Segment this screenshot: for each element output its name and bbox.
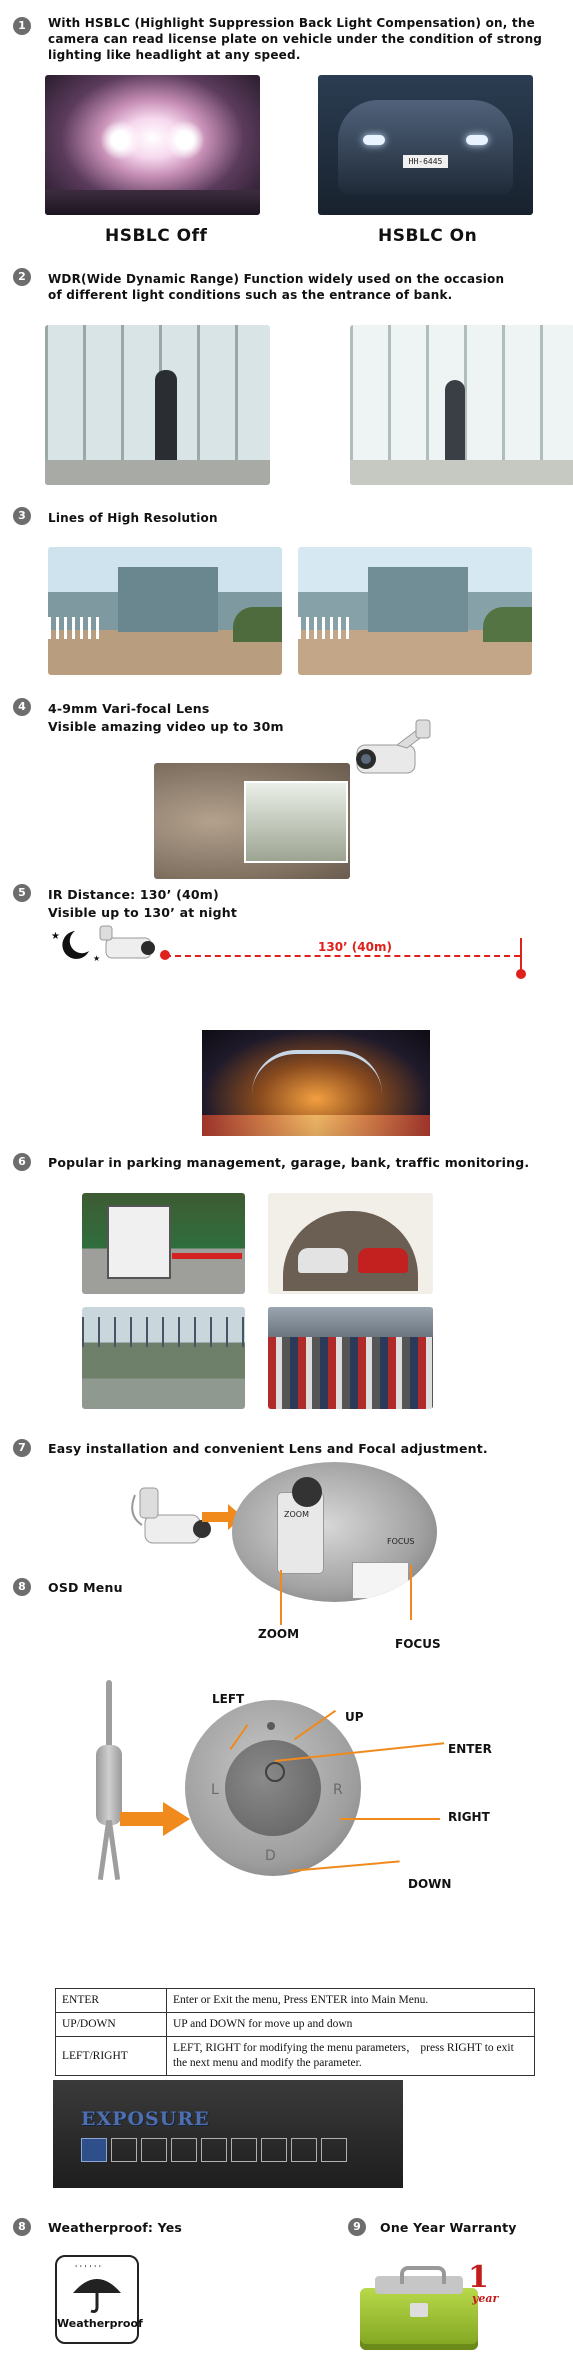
left-marker-icon: L — [211, 1782, 219, 1798]
down-marker-icon: D — [265, 1848, 276, 1864]
osd-menu-heading: OSD Menu — [48, 1580, 123, 1595]
hsblc-description — [48, 15, 558, 63]
step-number-6: 6 — [13, 1153, 31, 1171]
moon-icon — [45, 925, 105, 965]
table-desc-cell: LEFT, RIGHT for modifying the menu parameters， press RIGHT to exit the next menu and modify the parameter. — [167, 2037, 535, 2076]
table-row — [56, 1989, 535, 2013]
zoom-label: ZOOM — [258, 1627, 300, 1641]
osd-joystick-dial[interactable] — [185, 1700, 361, 1876]
osd-menu-icon[interactable] — [171, 2138, 197, 2162]
resolution-photo-left — [48, 547, 282, 675]
closeup-zoom-label: ZOOM — [284, 1510, 309, 1519]
hsblc-text-line: With HSBLC (Highlight Suppression Back Light Compensation) on, the — [48, 16, 535, 30]
table-row — [56, 2037, 535, 2076]
warranty-badge-word: year — [472, 2292, 499, 2305]
caption-hsblc-off: HSBLC Off — [105, 226, 208, 246]
lens-description — [48, 700, 284, 736]
up-marker-icon — [267, 1722, 275, 1730]
lens-text-line: Visible amazing video up to 30m — [48, 719, 284, 734]
ir-range-end-dot — [516, 969, 526, 979]
osd-exit-icon[interactable] — [321, 2138, 347, 2162]
osd-menu-icon[interactable] — [201, 2138, 227, 2162]
hsblc-text-line: lighting like headlight at any speed. — [48, 48, 301, 62]
enter-center-icon — [265, 1762, 285, 1782]
osd-exposure-icon[interactable] — [81, 2138, 107, 2162]
closeup-focus-label: FOCUS — [387, 1537, 415, 1546]
wdr-description — [48, 271, 548, 303]
wdr-text-line: WDR(Wide Dynamic Range) Function widely used on the occasion — [48, 272, 505, 286]
table-desc-cell: UP and DOWN for move up and down — [167, 2013, 535, 2037]
svg-text:★: ★ — [93, 954, 101, 963]
table-desc-cell: Enter or Exit the menu, Press ENTER into Main Menu. — [167, 1989, 535, 2013]
caption-hsblc-on: HSBLC On — [378, 226, 478, 246]
ir-text-line: IR Distance: 130’ (40m) — [48, 887, 219, 902]
joystick-up-label: UP — [345, 1710, 364, 1724]
table-key-cell: LEFT/RIGHT — [56, 2037, 167, 2076]
osd-menu-icon[interactable] — [291, 2138, 317, 2162]
osd-key-table — [55, 1988, 535, 2076]
parking-booth-photo — [82, 1193, 245, 1294]
hsblc-off-photo — [45, 75, 260, 215]
garage-photo — [268, 1193, 433, 1294]
ir-range-label: 130’ (40m) — [318, 940, 392, 954]
step-number-1: 1 — [13, 17, 31, 35]
osd-screen-title: EXPOSURE — [81, 2108, 210, 2130]
joystick-down-label: DOWN — [408, 1877, 452, 1891]
ir-camera-icon — [98, 920, 173, 970]
warranty-heading: One Year Warranty — [380, 2220, 517, 2235]
lens-zoom-photo — [154, 763, 350, 879]
table-key-cell: UP/DOWN — [56, 2013, 167, 2037]
hsblc-on-photo — [318, 75, 533, 215]
osd-menu-icon[interactable] — [141, 2138, 167, 2162]
step-number-8: 8 — [13, 1578, 31, 1596]
warranty-badge — [360, 2258, 499, 2358]
step-number-7: 7 — [13, 1439, 31, 1457]
ir-description — [48, 886, 237, 922]
bank-photo — [82, 1307, 245, 1409]
osd-joystick-knob[interactable] — [225, 1740, 321, 1836]
osd-menu-icon[interactable] — [111, 2138, 137, 2162]
joystick-left-label: LEFT — [212, 1692, 245, 1706]
wdr-off-photo — [45, 325, 270, 485]
lens-adjustment-closeup — [232, 1462, 437, 1602]
step-number-4: 4 — [13, 698, 31, 716]
step-number-3: 3 — [13, 507, 31, 525]
osd-menu-icon[interactable] — [231, 2138, 257, 2162]
step-number-weather: 8 — [13, 2218, 31, 2236]
step-number-5: 5 — [13, 884, 31, 902]
arrow-right-icon — [118, 1800, 193, 1838]
focus-label: FOCUS — [395, 1637, 441, 1651]
osd-menu-icon[interactable] — [261, 2138, 287, 2162]
weatherproof-heading: Weatherproof: Yes — [48, 2220, 183, 2235]
weatherproof-badge-text: Weatherproof — [57, 2317, 143, 2330]
step-number-2: 2 — [13, 268, 31, 286]
night-ir-photo — [202, 1030, 430, 1136]
resolution-heading: Lines of High Resolution — [48, 511, 218, 525]
weatherproof-badge — [55, 2255, 143, 2344]
osd-screen — [53, 2080, 403, 2188]
focus-pointer-line — [410, 1565, 412, 1620]
joystick-enter-label: ENTER — [448, 1742, 492, 1756]
installation-heading: Easy installation and convenient Lens and Focal adjustment. — [48, 1441, 488, 1456]
hsblc-text-line: camera can read license plate on vehicle under the condition of strong — [48, 32, 543, 46]
ir-range-line — [165, 955, 520, 957]
svg-text:★: ★ — [51, 931, 60, 942]
right-marker-icon: R — [333, 1782, 343, 1798]
resolution-photo-right — [298, 547, 532, 675]
wdr-text-line: of different light conditions such as the entrance of bank. — [48, 288, 453, 302]
camera-icon — [352, 715, 442, 790]
license-plate: HH-6445 — [403, 155, 448, 168]
warranty-badge-number: 1 — [468, 2260, 489, 2295]
zoom-pointer-line — [280, 1570, 282, 1625]
wdr-on-photo — [350, 325, 573, 485]
osd-cable — [96, 1680, 126, 1880]
ir-text-line: Visible up to 130’ at night — [48, 905, 237, 920]
svg-text:' ' ' ' ' ': ' ' ' ' ' ' — [75, 2264, 101, 2273]
table-row — [56, 2013, 535, 2037]
lens-text-line: 4-9mm Vari-focal Lens — [48, 701, 210, 716]
table-key-cell: ENTER — [56, 1989, 167, 2013]
applications-heading: Popular in parking management, garage, bank, traffic monitoring. — [48, 1155, 530, 1170]
joystick-right-label: RIGHT — [448, 1810, 490, 1824]
osd-icon-row — [81, 2138, 347, 2162]
umbrella-icon — [67, 2261, 127, 2316]
step-number-warranty: 9 — [348, 2218, 366, 2236]
right-pointer-line — [340, 1818, 440, 1820]
ir-range-start-dot — [160, 950, 170, 960]
traffic-photo — [268, 1307, 433, 1409]
